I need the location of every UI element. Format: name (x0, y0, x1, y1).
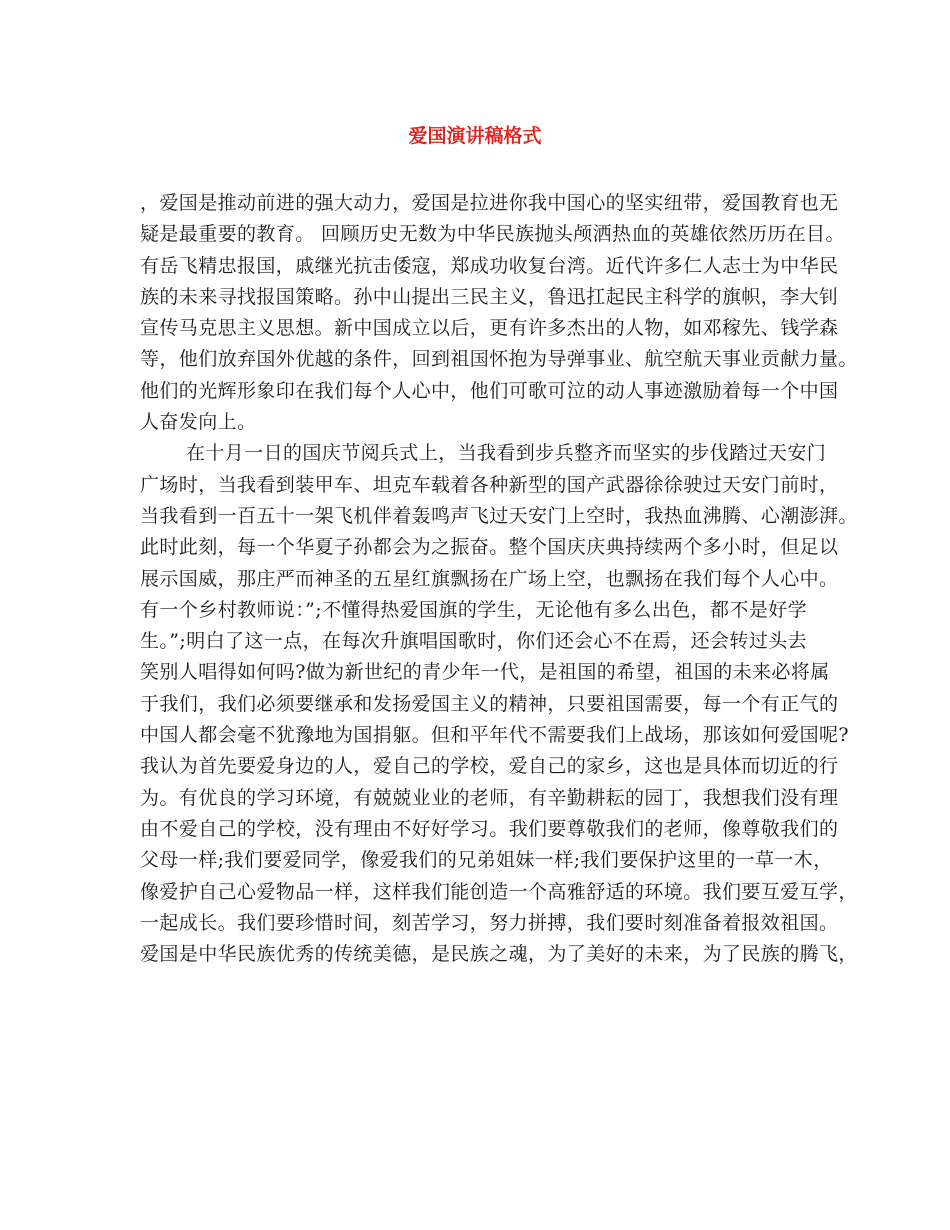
text-line: 有岳飞精忠报国，戚继光抗击倭寇，郑成功收复台湾。近代许多仁人志士为中华民 (140, 254, 839, 277)
text-line: 人奋发向上。 (140, 411, 257, 434)
text-line: 中国人都会毫不犹豫地为国捐躯。但和平年代不需要我们上战场，那该如何爱国呢? (140, 724, 849, 747)
text-line: 由不爱自己的学校，没有理由不好好学习。我们要尊敬我们的老师，像尊敬我们的 (140, 817, 839, 840)
text-line: 等，他们放弃国外优越的条件，回到祖国怀抱为导弹事业、航空航天事业贡献力量。 (140, 348, 858, 371)
text-line: 有一个乡村教师说：”;不懂得热爱国旗的学生，无论他有多么出色，都不是好学 (140, 598, 808, 621)
text-line: 一起成长。我们要珍惜时间，刻苦学习，努力拼搏，我们要时刻准备着报效祖国。 (140, 911, 839, 934)
text-line: 我认为首先要爱身边的人，爱自己的学校，爱自己的家乡，这也是具体而切近的行 (140, 755, 839, 778)
text-line: 广场时，当我看到装甲车、坦克车载着各种新型的国产武器徐徐驶过天安门前时， (140, 473, 839, 496)
text-line: 生。”;明白了这一点，在每次升旗唱国歌时，你们还会心不在焉，还会转过头去 (140, 630, 808, 653)
paragraph-1 (140, 188, 858, 438)
text-line: ，爱国是推动前进的强大动力，爱国是拉进你我中国心的坚实纽带，爱国教育也无 (140, 192, 839, 214)
text-line: 于我们，我们必须要继承和发扬爱国主义的精神，只要祖国需要，每一个有正气的 (140, 692, 839, 715)
text-line: 宣传马克思主义思想。新中国成立以后，更有许多杰出的人物，如邓稼先、钱学森 (140, 317, 839, 340)
text-line: 展示国威，那庄严而神圣的五星红旗飘扬在广场上空，也飘扬在我们每个人心中。 (140, 567, 839, 590)
text-line: 爱国是中华民族优秀的传统美德，是民族之魂，为了美好的未来，为了民族的腾飞， (140, 943, 858, 966)
text-line: 为。有优良的学习环境，有兢兢业业的老师，有辛勤耕耘的园丁，我想我们没有理 (140, 786, 839, 809)
document-title: 爱国演讲稿格式 (408, 125, 542, 147)
text-line: 当我看到一百五十一架飞机伴着轰鸣声飞过天安门上空时，我热血沸腾、心潮澎湃。 (140, 504, 858, 527)
text-line: 此时此刻，每一个华夏子孙都会为之振奋。整个国庆庆典持续两个多小时，但足以 (140, 536, 839, 559)
text-line: 族的未来寻找报国策略。孙中山提出三民主义，鲁迅扛起民主科学的旗帜，李大钊 (140, 285, 839, 308)
text-line: 笑别人唱得如何吗?做为新世纪的青少年一代，是祖国的希望，祖国的未来必将属 (140, 661, 830, 684)
text-line: 父母一样;我们要爱同学，像爱我们的兄弟姐妹一样;我们要保护这里的一草一木， (140, 849, 833, 872)
text-line: 像爱护自己心爱物品一样，这样我们能创造一个高雅舒适的环境。我们要互爱互学， (140, 880, 858, 903)
document-body (140, 188, 858, 970)
text-line: 在十月一日的国庆节阅兵式上，当我看到步兵整齐而坚实的步伐踏过天安门 (186, 442, 827, 465)
paragraph-2 (140, 438, 858, 970)
text-line: 他们的光辉形象印在我们每个人心中，他们可歌可泣的动人事迹激励着每一个中国 (140, 379, 839, 402)
text-line: 疑是最重要的教育。 回顾历史无数为中华民族抛头颅洒热血的英雄依然历历在目。 (140, 223, 845, 246)
